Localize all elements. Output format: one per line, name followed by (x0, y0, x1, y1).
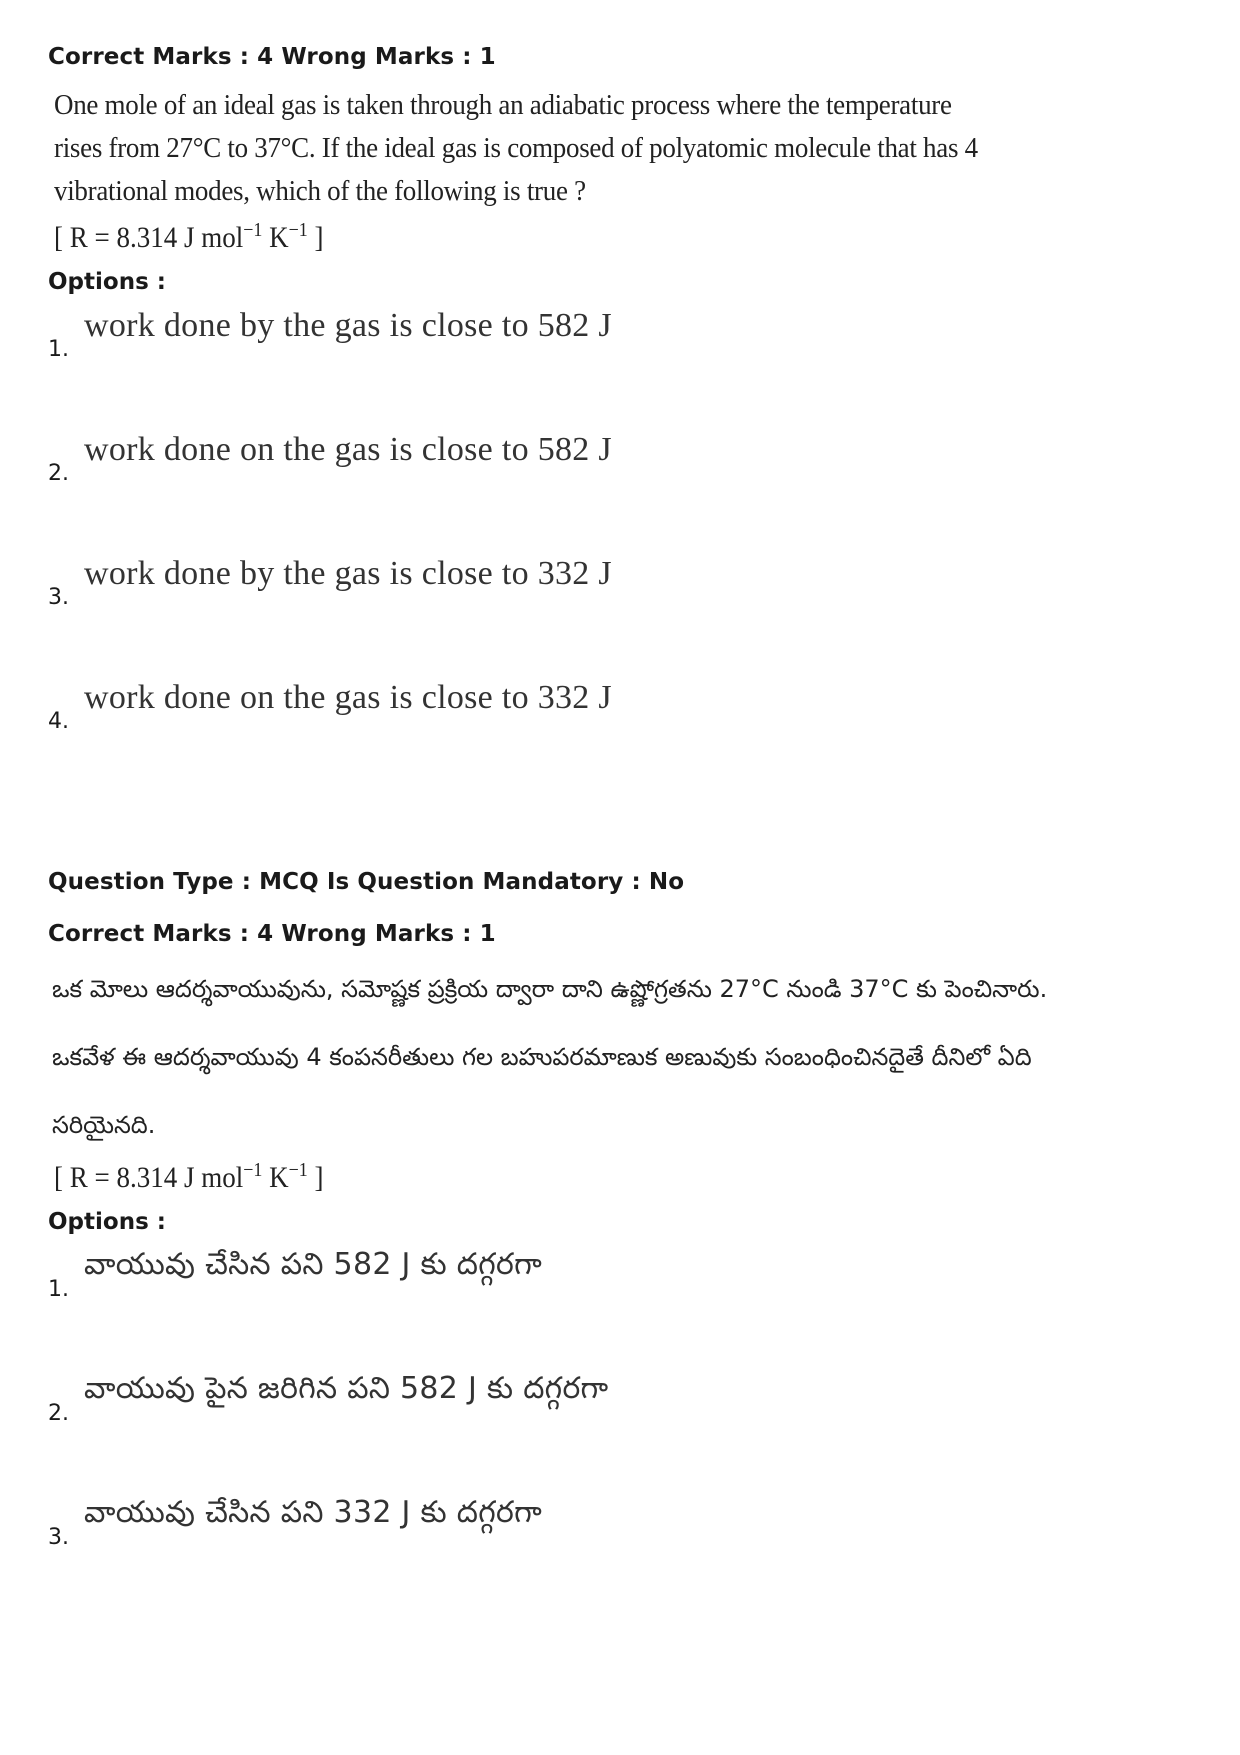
question-page (48, 44, 1188, 1619)
q1-options-list (48, 307, 1188, 803)
q1-option-3[interactable] (48, 555, 1188, 679)
formula-main: [ R = 8.314 J mol (54, 221, 244, 254)
option-number: 1. (48, 337, 69, 362)
q2-option-2[interactable] (48, 1371, 1188, 1495)
option-text: వాయువు చేసిన పని 582 J కు దగ్గరగా (84, 1247, 543, 1282)
option-number: 2. (48, 461, 69, 486)
option-number: 3. (48, 585, 69, 610)
q2-marks: Correct Marks : 4 Wrong Marks : 1 (48, 921, 496, 947)
formula-unit: K (262, 1161, 289, 1194)
q2-gas-constant (54, 1159, 1075, 1195)
q2-option-3[interactable] (48, 1495, 1188, 1619)
option-text: work done by the gas is close to 332 J (84, 555, 612, 592)
formula-exponent: −1 (288, 219, 308, 241)
option-text: వాయువు పైన జరిగిన పని 582 J కు దగ్గరగా (84, 1371, 609, 1406)
q1-option-1[interactable] (48, 307, 1188, 431)
formula-main: [ R = 8.314 J mol (54, 1161, 244, 1194)
q1-question-text: One mole of an ideal gas is taken through an adiabatic process where the temperature rises from 27°C to 37°C. If the ideal gas is composed of polyatomic molecule that has 4 vibrational modes, which of the following is true ? (54, 89, 978, 207)
q1-option-2[interactable] (48, 431, 1188, 555)
option-number: 4. (48, 709, 69, 734)
formula-close: ] (307, 1161, 324, 1194)
formula-unit: K (262, 221, 289, 254)
q2-options-list (48, 1247, 1188, 1619)
option-text: work done on the gas is close to 332 J (84, 679, 612, 716)
formula-exponent: −1 (288, 1159, 308, 1181)
q2-options-label: Options : (48, 1209, 166, 1235)
option-number: 2. (48, 1401, 69, 1426)
formula-exponent: −1 (243, 219, 263, 241)
q2-type-line: Question Type : MCQ Is Question Mandatory : No (48, 869, 685, 895)
option-number: 3. (48, 1525, 69, 1550)
q1-gas-constant (54, 219, 1075, 255)
option-text: work done on the gas is close to 582 J (84, 431, 612, 468)
q1-marks: Correct Marks : 4 Wrong Marks : 1 (48, 44, 496, 70)
option-number: 1. (48, 1277, 69, 1302)
option-text: వాయువు చేసిన పని 332 J కు దగ్గరగా (84, 1495, 543, 1530)
q2-question-text: ఒక మోలు ఆదర్శవాయువును, సమోష్ణక ప్రక్రియ ద్వారా దాని ఉష్ణోగ్రతను 27°C నుండి 37°C కు పెంచినారు. ఒకవేళ ఈ ఆదర్శవాయువు 4 కంపనరీతులు గల బహుపరమాణుక అణువుకు సంబంధించినదైతే దీనిలో ఏది సరియైనది. (52, 975, 1048, 1139)
q2-option-1[interactable] (48, 1247, 1188, 1371)
option-text: work done by the gas is close to 582 J (84, 307, 612, 344)
formula-close: ] (307, 221, 324, 254)
q1-option-4[interactable] (48, 679, 1188, 803)
formula-exponent: −1 (243, 1159, 263, 1181)
q1-options-label: Options : (48, 269, 166, 295)
